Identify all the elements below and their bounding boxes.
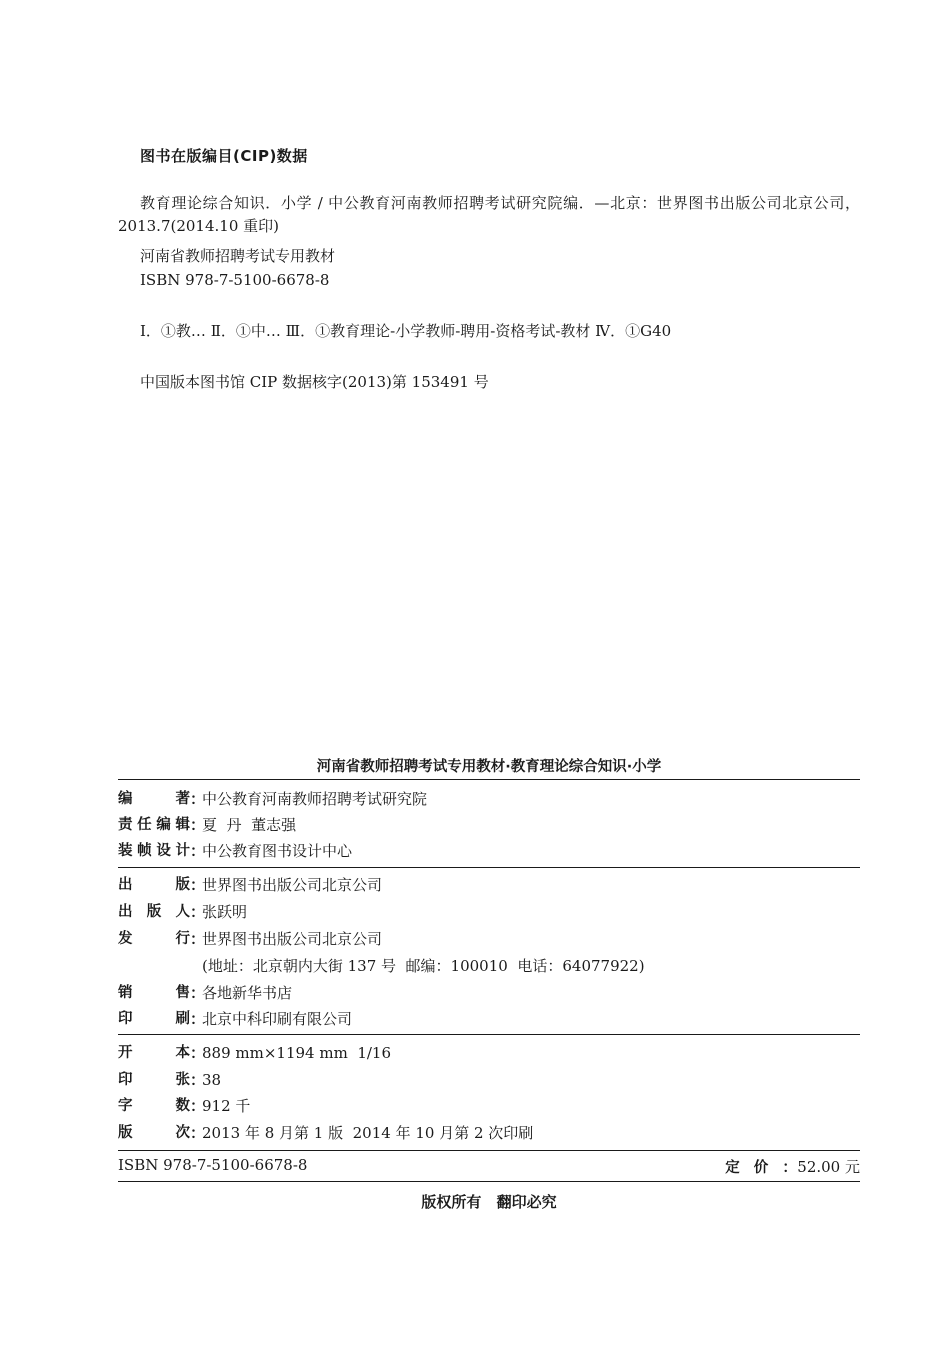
publisher-person-label: 出版人 [118,904,190,920]
publisher-label: 出版 [118,877,190,893]
words-label: 字数 [118,1098,190,1114]
price-row: 定价：52.00 元 [725,1158,860,1176]
divider [118,1181,860,1182]
publisher-person-row: 出版人：张跃明 [118,903,248,921]
editor-label: 编著 [118,791,190,807]
cip-heading: 图书在版编目(CIP)数据 [140,147,308,165]
editor-value: 中公教育河南教师招聘考试研究院 [202,790,428,808]
format-label: 开本 [118,1045,190,1061]
series-title: 河南省教师招聘考试专用教材·教育理论综合知识·小学 [316,759,662,775]
sales-value: 各地新华书店 [202,984,293,1002]
edition-value: 2013 年 8 月第 1 版 2014 年 10 月第 2 次印刷 [202,1124,534,1142]
responsible-editor-row: 责任编辑：夏 丹 董志强 [118,816,297,834]
sheets-label: 印张 [118,1072,190,1088]
edition-label: 版次 [118,1125,190,1141]
cip-classification: Ⅰ．①教… Ⅱ．①中… Ⅲ．①教育理论-小学教师-聘用-资格考试-教材 Ⅳ．①G40 [140,322,672,340]
cover-design-value: 中公教育图书设计中心 [202,842,353,860]
printer-label: 印刷 [118,1011,190,1027]
isbn-footer: ISBN 978-7-5100-6678-8 [118,1156,308,1174]
printer-row: 印刷：北京中科印刷有限公司 [118,1010,353,1028]
words-value: 912 千 [202,1097,251,1115]
price-label: 定价 [725,1160,783,1176]
editor-row: 编著：中公教育河南教师招聘考试研究院 [118,790,428,808]
publisher-person-value: 张跃明 [202,903,248,921]
edition-row: 版次：2013 年 8 月第 1 版 2014 年 10 月第 2 次印刷 [118,1124,534,1142]
sheets-row: 印张：38 [118,1071,222,1089]
format-row: 开本：889 mm×1194 mm 1/16 [118,1044,392,1062]
divider [118,1150,860,1151]
cip-record-number: 中国版本图书馆 CIP 数据核字(2013)第 153491 号 [140,373,489,391]
publisher-row: 出版：世界图书出版公司北京公司 [118,876,383,894]
printer-value: 北京中科印刷有限公司 [202,1010,353,1028]
copyright-notice: 版权所有 翻印必究 [421,1193,557,1211]
format-value: 889 mm×1194 mm 1/16 [202,1044,392,1062]
cip-isbn: ISBN 978-7-5100-6678-8 [140,271,330,289]
divider [118,867,860,868]
price-value: 52.00 元 [797,1158,860,1176]
responsible-editor-value: 夏 丹 董志强 [202,816,297,834]
cover-design-row: 装帧设计：中公教育图书设计中心 [118,842,353,860]
cip-description: 教育理论综合知识．小学 / 中公教育河南教师招聘考试研究院编．—北京：世界图书出版公司北京公司，2013.7(2014.10 重印) [118,194,860,235]
distributor-label: 发行 [118,931,190,947]
address-line: (地址：北京朝内大街 137 号 邮编：100010 电话：64077922) [202,957,645,975]
sales-row: 销售：各地新华书店 [118,984,293,1002]
distributor-row: 发行：世界图书出版公司北京公司 [118,930,383,948]
sheets-value: 38 [202,1071,222,1089]
publisher-value: 世界图书出版公司北京公司 [202,876,383,894]
distributor-value: 世界图书出版公司北京公司 [202,930,383,948]
words-row: 字数：912 千 [118,1097,251,1115]
cip-series-note: 河南省教师招聘考试专用教材 [140,247,336,265]
divider [118,1034,860,1035]
divider [118,779,860,780]
responsible-editor-label: 责任编辑 [118,817,190,833]
sales-label: 销售 [118,985,190,1001]
cover-design-label: 装帧设计 [118,843,190,859]
